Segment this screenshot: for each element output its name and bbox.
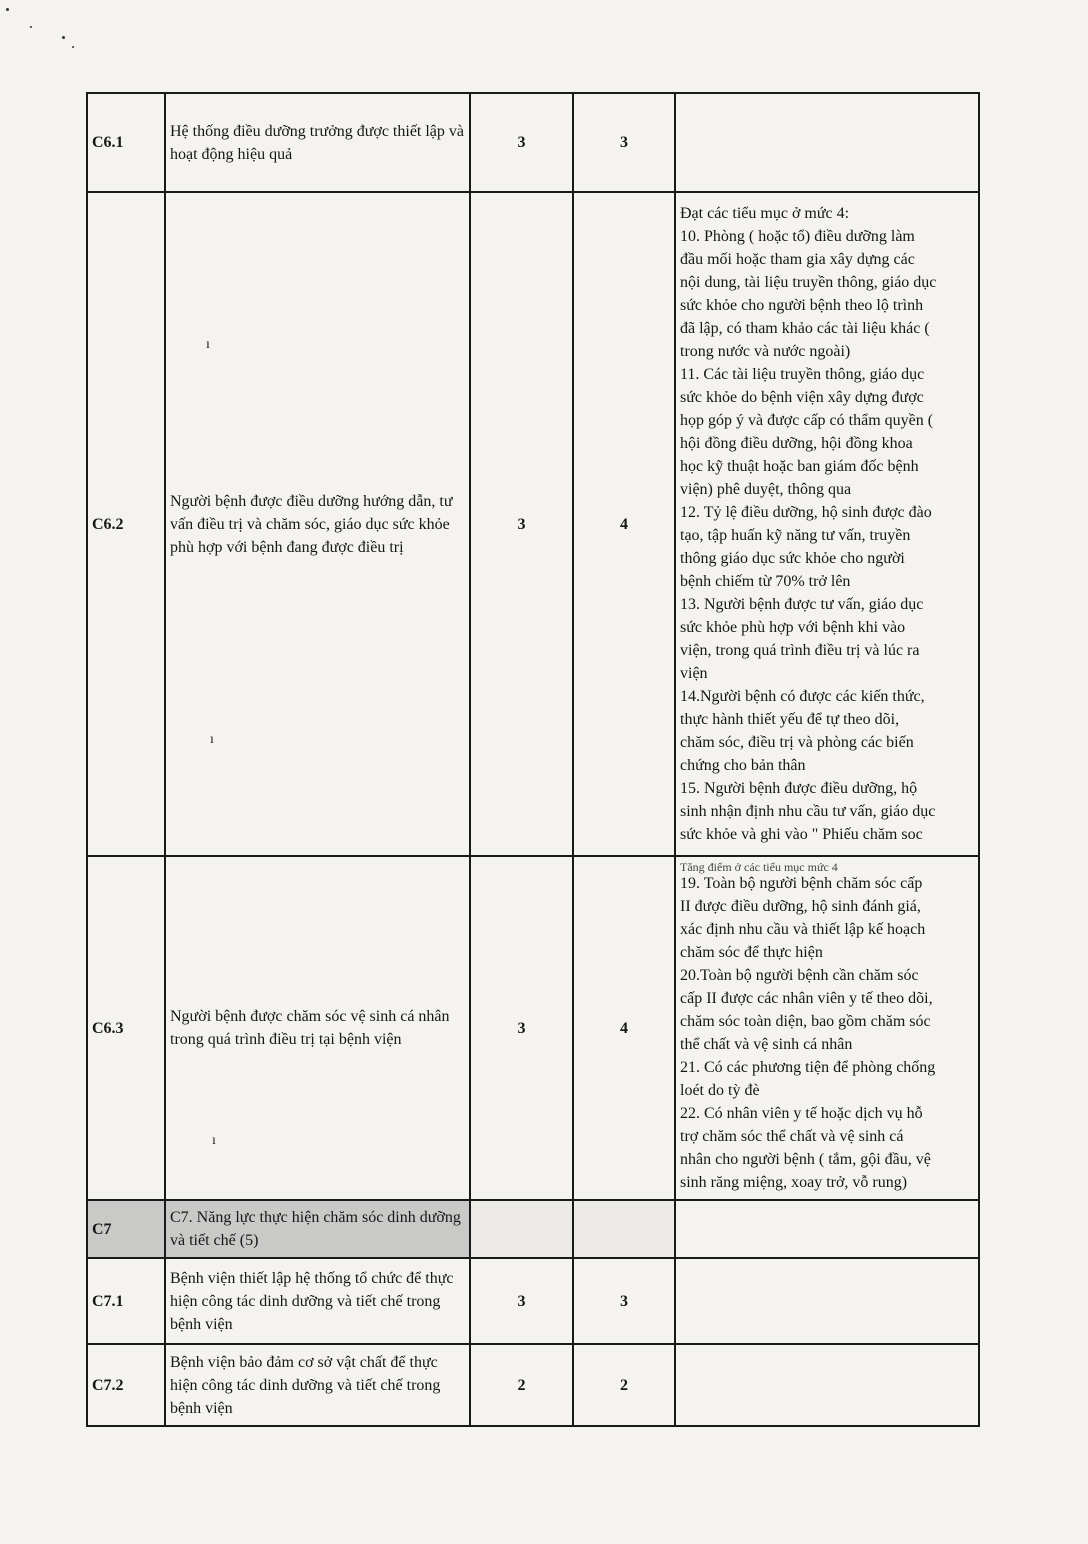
note-line: 19. Toàn bộ người bệnh chăm sóc cấp [680, 875, 923, 892]
note-line: loét do tỳ đè [680, 1082, 760, 1099]
score-cell [470, 1200, 573, 1258]
table-row [87, 856, 979, 1200]
note-line: chăm sóc để thực hiện [680, 944, 823, 961]
note-line: 10. Phòng ( hoặc tổ) điều dưỡng làm [680, 228, 915, 245]
note-line: chứng cho bản thân [680, 757, 806, 774]
note-line: sinh nhận định nhu cầu tư vấn, giáo dục [680, 803, 936, 820]
note-line: 15. Người bệnh được điều dưỡng, hộ [680, 780, 918, 797]
criteria-table [86, 92, 980, 1427]
criterion-cell [165, 856, 470, 1200]
handwritten-tick-mark: ı [210, 732, 214, 747]
section-title: C7. Năng lực thực hiện chăm sóc dinh dưỡng và tiết chế (5) [165, 1200, 470, 1258]
note-line: trợ chăm sóc thể chất và vệ sinh cá [680, 1128, 904, 1145]
note-line: sức khỏe phù hợp với bệnh khi vào [680, 619, 906, 636]
note-line: đã lập, có tham khảo các tài liệu khác ( [680, 320, 930, 337]
criterion-code: C7.1 [87, 1258, 165, 1344]
criterion-cell [165, 192, 470, 856]
section-code: C7 [87, 1200, 165, 1258]
score-cell: 3 [470, 856, 573, 1200]
criterion-text: Bệnh viện bảo đảm cơ sở vật chất để thực hiện công tác dinh dưỡng và tiết chế trong bệnh viện [165, 1344, 470, 1426]
note-line: viện [680, 665, 708, 682]
note-line: sức khỏe do bệnh viện xây dựng được [680, 389, 924, 406]
note-line: học kỹ thuật hoặc ban giám đốc bệnh [680, 458, 919, 475]
note-line: thể chất và vệ sinh cá nhân [680, 1036, 853, 1053]
criterion-code: C7.2 [87, 1344, 165, 1426]
note-line: sức khỏe và ghi vào " Phiếu chăm soc [680, 826, 923, 843]
table-row [87, 192, 979, 856]
score-cell: 3 [573, 1258, 675, 1344]
note-line: chăm sóc, điều trị và phòng các biến [680, 734, 914, 751]
note-line: 14.Người bệnh có được các kiến thức, [680, 688, 925, 705]
note-line: 13. Người bệnh được tư vấn, giáo dục [680, 596, 924, 613]
note-line: tạo, tập huấn kỹ năng tư vấn, truyền [680, 527, 911, 544]
note-line: 12. Tỷ lệ điều dưỡng, hộ sinh được đào [680, 504, 932, 521]
table-row-section [87, 1200, 979, 1258]
note-line: trong nước và nước ngoài) [680, 343, 851, 360]
note-line: II được điều dưỡng, hộ sinh đánh giá, [680, 898, 921, 915]
note-line: bệnh chiếm từ 70% trở lên [680, 573, 851, 590]
notes-cell [675, 1258, 979, 1344]
criterion-text: Người bệnh được chăm sóc vệ sinh cá nhân trong quá trình điều trị tại bệnh viện [170, 1008, 450, 1048]
table-row [87, 93, 979, 192]
note-line: viện) phê duyệt, thông qua [680, 481, 852, 498]
note-line: xác định nhu cầu và thiết lập kế hoạch [680, 921, 926, 938]
scan-speck [30, 26, 32, 28]
table-row [87, 1344, 979, 1426]
scan-speck [62, 36, 65, 39]
note-line: 21. Có các phương tiện để phòng chống [680, 1059, 936, 1076]
criterion-text: Bệnh viện thiết lập hệ thống tổ chức để thực hiện công tác dinh dưỡng và tiết chế trong bệnh viện [165, 1258, 470, 1344]
note-line: Tăng điểm ở các tiểu mục mức 4 [680, 860, 838, 874]
score-cell: 2 [573, 1344, 675, 1426]
note-line: chăm sóc toàn diện, bao gồm chăm sóc [680, 1013, 931, 1030]
handwritten-tick-mark: ı [206, 337, 210, 352]
criterion-code: C6.1 [87, 93, 165, 192]
score-cell: 4 [573, 192, 675, 856]
score-cell: 4 [573, 856, 675, 1200]
note-line: thông giáo dục sức khỏe cho người [680, 550, 905, 567]
note-line: hội đồng điều dưỡng, hội đồng khoa [680, 435, 913, 452]
note-line: nội dung, tài liệu truyền thông, giáo dục [680, 274, 937, 291]
score-cell [573, 1200, 675, 1258]
note-line: họp góp ý và được cấp có thẩm quyền ( [680, 412, 934, 429]
criterion-code: C6.2 [87, 192, 165, 856]
scan-speck [6, 8, 9, 11]
criterion-code: C6.3 [87, 856, 165, 1200]
notes-cell [675, 1344, 979, 1426]
score-cell: 2 [470, 1344, 573, 1426]
note-line: đầu mối hoặc tham gia xây dựng các [680, 251, 915, 268]
score-cell: 3 [470, 93, 573, 192]
scan-speck [72, 46, 74, 48]
note-line: 20.Toàn bộ người bệnh cần chăm sóc [680, 967, 919, 984]
score-cell: 3 [470, 192, 573, 856]
criterion-text: Hệ thống điều dưỡng trưởng được thiết lập và hoạt động hiệu quả [165, 93, 470, 192]
note-line: 22. Có nhân viên y tế hoặc dịch vụ hỗ [680, 1105, 923, 1122]
criterion-text: Người bệnh được điều dưỡng hướng dẫn, tư vấn điều trị và chăm sóc, giáo dục sức khỏe phù hợp với bệnh đang được điều trị [170, 492, 453, 556]
score-cell: 3 [573, 93, 675, 192]
note-line: sinh răng miệng, xoay trở, vỗ rung) [680, 1174, 908, 1191]
note-line: cấp II được các nhân viên y tế theo dõi, [680, 990, 933, 1007]
note-line: thực hành thiết yếu để tự theo dõi, [680, 711, 900, 728]
notes-cell [675, 93, 979, 192]
notes-cell [675, 192, 979, 856]
note-line: 11. Các tài liệu truyền thông, giáo dục [680, 366, 925, 383]
handwritten-tick-mark: ı [212, 1133, 216, 1148]
notes-cell [675, 856, 979, 1200]
note-line: viện, trong quá trình điều trị và lúc ra [680, 642, 920, 659]
score-cell: 3 [470, 1258, 573, 1344]
notes-cell [675, 1200, 979, 1258]
note-line: nhân cho người bệnh ( tắm, gội đầu, vệ [680, 1151, 931, 1168]
table-row [87, 1258, 979, 1344]
note-line: sức khỏe cho người bệnh theo lộ trình [680, 297, 924, 314]
note-line: Đạt các tiểu mục ở mức 4: [680, 205, 850, 222]
